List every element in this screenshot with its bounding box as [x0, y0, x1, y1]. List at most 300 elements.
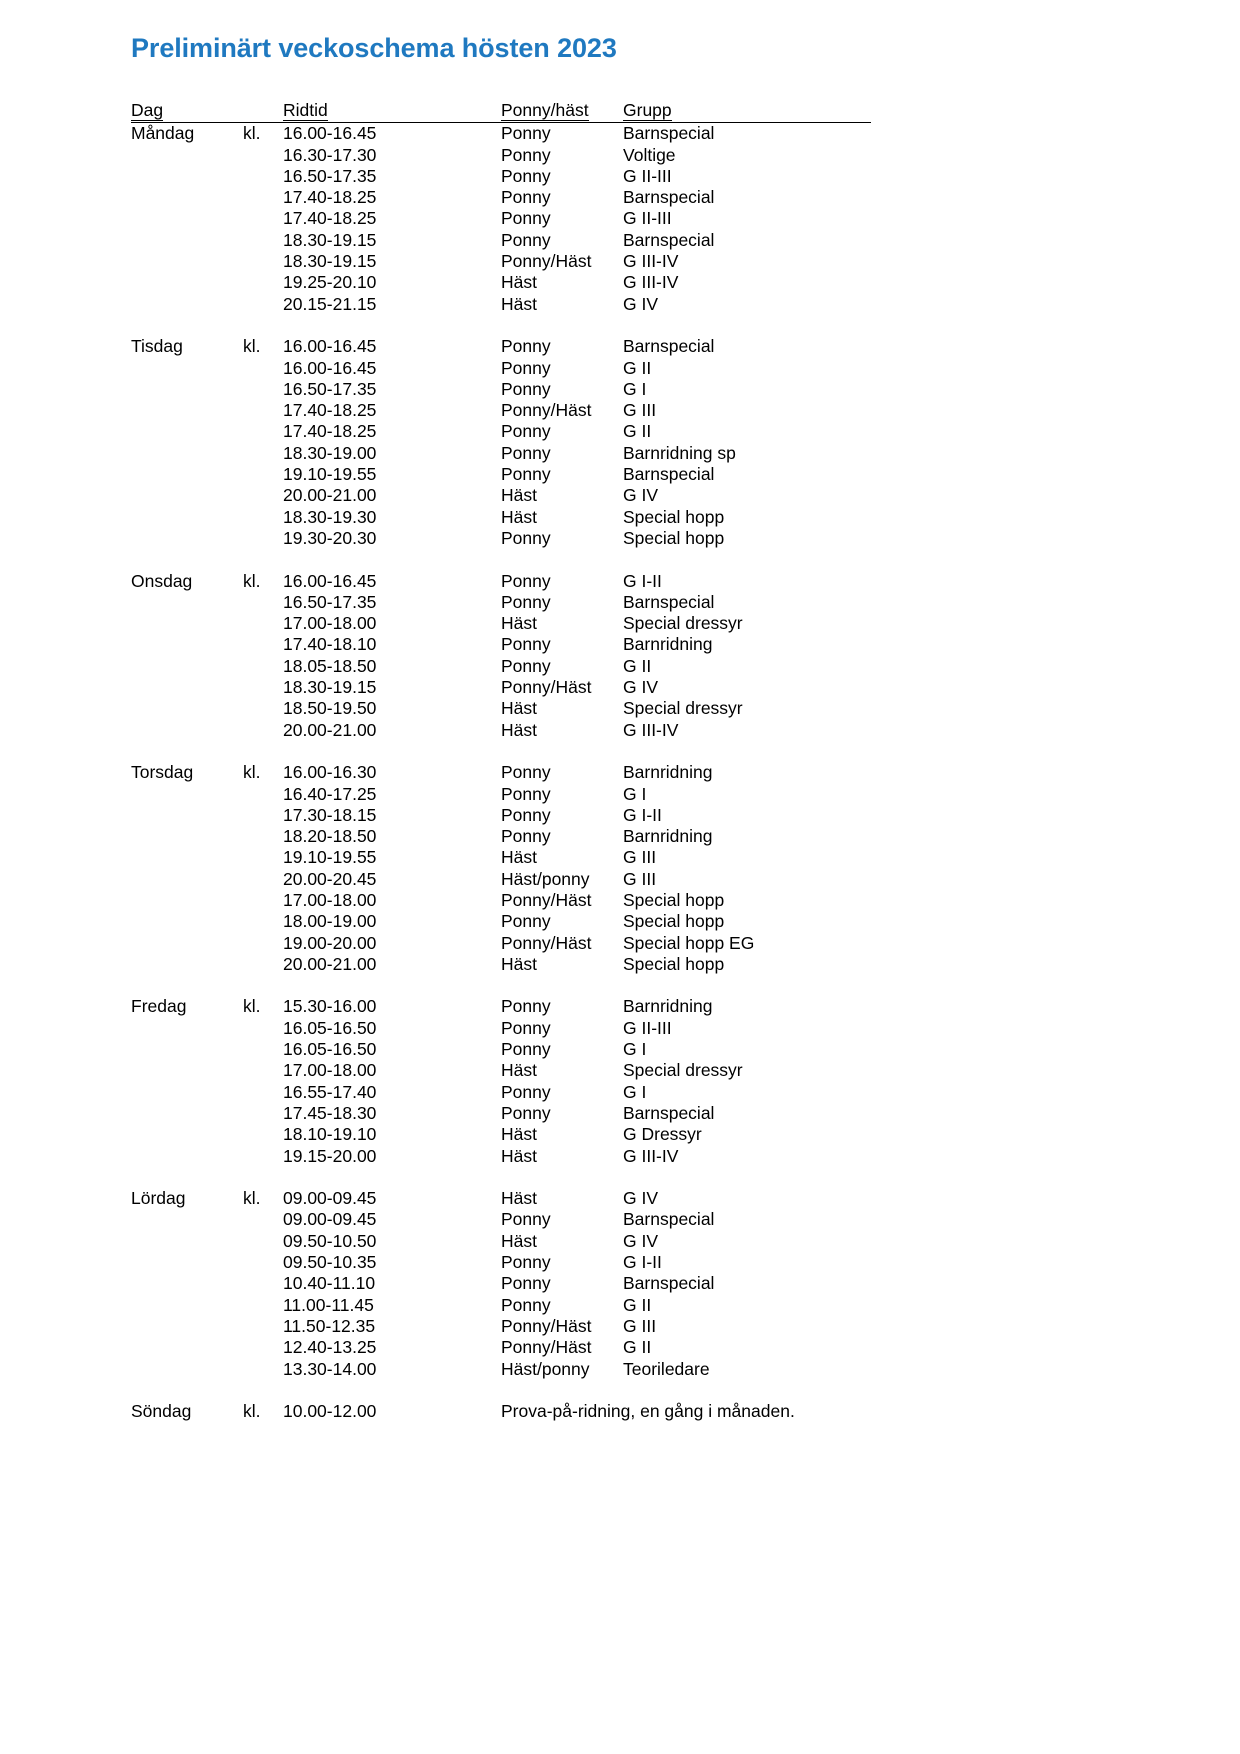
animal-type-cell: Ponny	[501, 804, 551, 825]
time-prefix-cell-empty	[243, 1252, 283, 1273]
table-row	[131, 634, 871, 655]
time-prefix-cell-empty	[243, 1018, 283, 1039]
day-name-cell-empty	[131, 1124, 243, 1145]
group-cell: G Dressyr	[623, 1124, 702, 1145]
time-prefix-cell-empty	[243, 1316, 283, 1337]
table-row	[131, 1295, 871, 1316]
table-header-row	[131, 100, 871, 123]
animal-type-cell: Häst	[501, 698, 537, 719]
ride-time-cell: 20.00-20.45	[283, 868, 377, 889]
ride-time-cell: 19.25-20.10	[283, 272, 377, 293]
time-prefix-cell-empty	[243, 294, 283, 315]
table-row	[131, 251, 871, 272]
day-name-cell-empty	[131, 1209, 243, 1230]
time-prefix-cell-empty	[243, 1060, 283, 1081]
table-row	[131, 1124, 871, 1145]
time-prefix-cell: kl.	[243, 1401, 261, 1422]
table-row	[131, 1273, 871, 1294]
time-prefix-cell: kl.	[243, 1188, 261, 1209]
time-prefix-cell-empty	[243, 251, 283, 272]
group-cell: Special dressyr	[623, 1060, 743, 1081]
group-cell: G II	[623, 1294, 652, 1315]
ride-time-cell: 16.50-17.35	[283, 165, 377, 186]
animal-type-cell: Ponny	[501, 655, 551, 676]
day-name-cell-empty	[131, 272, 243, 293]
time-prefix-cell-empty	[243, 230, 283, 251]
group-cell: Barnspecial	[623, 229, 715, 250]
group-cell: Barnspecial	[623, 591, 715, 612]
ride-time-cell: 17.00-18.00	[283, 1060, 377, 1081]
group-cell: G I-II	[623, 1252, 662, 1273]
ride-time-cell: 18.00-19.00	[283, 911, 377, 932]
table-row	[131, 805, 871, 826]
table-spacer-cell	[131, 1167, 871, 1188]
group-cell: G III-IV	[623, 719, 679, 740]
ride-time-cell: 16.00-16.30	[283, 762, 377, 783]
animal-type-cell: Ponny	[501, 1017, 551, 1038]
group-cell: G III	[623, 1315, 657, 1336]
group-cell: G III	[623, 400, 657, 421]
ride-time-cell: 16.40-17.25	[283, 783, 377, 804]
table-row	[131, 208, 871, 229]
ride-time-cell: 17.00-18.00	[283, 889, 377, 910]
animal-type-cell: Ponny	[501, 378, 551, 399]
table-row	[131, 485, 871, 506]
table-row	[131, 272, 871, 293]
table-row	[131, 656, 871, 677]
time-prefix-cell-empty	[243, 656, 283, 677]
group-cell: G III	[623, 847, 657, 868]
column-header-animal-label: Ponny/häst	[501, 100, 589, 120]
group-cell: Special hopp	[623, 889, 725, 910]
table-spacer-cell	[131, 741, 871, 762]
animal-type-cell: Ponny/Häst	[501, 889, 592, 910]
day-name-cell-empty	[131, 166, 243, 187]
day-name-cell-empty	[131, 1273, 243, 1294]
animal-type-cell: Häst/ponny	[501, 868, 590, 889]
time-prefix-cell-empty	[243, 358, 283, 379]
animal-type-cell: Ponny	[501, 911, 551, 932]
group-cell: G IV	[623, 677, 659, 698]
time-prefix-cell-empty	[243, 634, 283, 655]
ride-time-cell: 17.40-18.25	[283, 187, 377, 208]
animal-type-cell: Häst	[501, 485, 537, 506]
table-row	[131, 400, 871, 421]
group-cell: G I	[623, 378, 647, 399]
day-name-cell-empty	[131, 464, 243, 485]
day-name-cell-empty	[131, 1295, 243, 1316]
animal-type-cell: Häst	[501, 1060, 537, 1081]
animal-type-cell: Häst	[501, 1188, 537, 1209]
day-name-cell-empty	[131, 358, 243, 379]
table-spacer-row	[131, 1167, 871, 1188]
ride-time-cell: 16.00-16.45	[283, 336, 377, 357]
table-row	[131, 528, 871, 549]
ride-time-cell: 16.00-16.45	[283, 357, 377, 378]
animal-type-cell: Häst	[501, 272, 537, 293]
ride-time-cell: 16.50-17.35	[283, 591, 377, 612]
table-spacer-row	[131, 1380, 871, 1401]
group-cell: G II-III	[623, 165, 672, 186]
ride-time-cell: 17.40-18.10	[283, 634, 377, 655]
time-prefix-cell-empty	[243, 784, 283, 805]
animal-type-cell: Ponny/Häst	[501, 932, 592, 953]
day-name-cell-empty	[131, 677, 243, 698]
animal-type-cell: Häst/ponny	[501, 1358, 590, 1379]
animal-type-cell: Häst	[501, 613, 537, 634]
day-name-cell-empty	[131, 1060, 243, 1081]
day-name-cell-empty	[131, 826, 243, 847]
day-name-cell-empty	[131, 294, 243, 315]
group-cell: Barnridning	[623, 634, 713, 655]
time-prefix-cell-empty	[243, 677, 283, 698]
day-name-cell-empty	[131, 230, 243, 251]
day-name-cell-empty	[131, 528, 243, 549]
ride-time-cell: 16.05-16.50	[283, 1039, 377, 1060]
table-row	[131, 1401, 871, 1422]
time-prefix-cell-empty	[243, 166, 283, 187]
animal-type-cell: Ponny/Häst	[501, 1315, 592, 1336]
time-prefix-cell-empty	[243, 464, 283, 485]
group-cell: Special hopp EG	[623, 932, 755, 953]
day-name-cell-empty	[131, 400, 243, 421]
ride-time-cell: 16.30-17.30	[283, 144, 377, 165]
group-cell: G I	[623, 1081, 647, 1102]
ride-time-cell: 18.30-19.15	[283, 229, 377, 250]
day-name-cell-empty	[131, 1337, 243, 1358]
time-prefix-cell-empty	[243, 592, 283, 613]
group-cell: G III	[623, 868, 657, 889]
time-prefix-cell: kl.	[243, 123, 261, 144]
ride-time-cell: 18.05-18.50	[283, 655, 377, 676]
ride-time-cell: 11.00-11.45	[283, 1294, 374, 1315]
animal-type-cell: Häst	[501, 953, 537, 974]
time-prefix-cell-empty	[243, 187, 283, 208]
ride-time-cell: 18.30-19.00	[283, 442, 377, 463]
table-row	[131, 421, 871, 442]
day-name-cell-empty	[131, 1252, 243, 1273]
table-row	[131, 826, 871, 847]
table-row	[131, 1359, 871, 1380]
day-name-cell-empty	[131, 784, 243, 805]
group-cell: G II	[623, 421, 652, 442]
day-name-cell: Torsdag	[131, 762, 194, 783]
day-name-cell-empty	[131, 954, 243, 975]
group-cell: G II-III	[623, 1017, 672, 1038]
ride-time-cell: 18.30-19.30	[283, 506, 377, 527]
day-name-cell-empty	[131, 613, 243, 634]
day-name-cell-empty	[131, 1018, 243, 1039]
day-name-cell-empty	[131, 869, 243, 890]
table-spacer-row	[131, 315, 871, 336]
group-cell: Barnspecial	[623, 187, 715, 208]
ride-time-cell: 09.50-10.50	[283, 1230, 377, 1251]
table-row	[131, 996, 871, 1017]
table-row	[131, 933, 871, 954]
ride-time-cell: 10.00-12.00	[283, 1401, 377, 1422]
table-row	[131, 592, 871, 613]
ride-time-cell: 20.00-21.00	[283, 485, 377, 506]
group-cell: Barnspecial	[623, 336, 715, 357]
day-name-cell-empty	[131, 379, 243, 400]
time-prefix-cell-empty	[243, 485, 283, 506]
group-cell: Barnspecial	[623, 123, 715, 144]
table-spacer-cell	[131, 315, 871, 336]
time-prefix-cell-empty	[243, 1359, 283, 1380]
animal-type-cell: Ponny	[501, 591, 551, 612]
table-row	[131, 762, 871, 783]
table-spacer-cell	[131, 1380, 871, 1401]
day-name-cell-empty	[131, 656, 243, 677]
table-row	[131, 1018, 871, 1039]
group-cell: Barnspecial	[623, 1102, 715, 1123]
group-cell: Barnspecial	[623, 464, 715, 485]
table-row	[131, 890, 871, 911]
time-prefix-cell-empty	[243, 869, 283, 890]
day-name-cell-empty	[131, 847, 243, 868]
column-header-animal	[501, 100, 623, 123]
animal-type-cell: Ponny/Häst	[501, 400, 592, 421]
day-name-cell: Söndag	[131, 1401, 192, 1422]
day-name-cell-empty	[131, 890, 243, 911]
time-prefix-cell-empty	[243, 507, 283, 528]
time-prefix-cell-empty	[243, 1039, 283, 1060]
animal-type-cell: Ponny	[501, 634, 551, 655]
time-prefix-cell-empty	[243, 1337, 283, 1358]
time-prefix-cell: kl.	[243, 570, 261, 591]
time-prefix-cell: kl.	[243, 996, 261, 1017]
table-row	[131, 613, 871, 634]
ride-time-cell: 16.55-17.40	[283, 1081, 377, 1102]
ride-time-cell: 19.30-20.30	[283, 527, 377, 548]
table-row	[131, 847, 871, 868]
day-name-cell-empty	[131, 145, 243, 166]
time-prefix-cell-empty	[243, 933, 283, 954]
day-name-cell-empty	[131, 251, 243, 272]
day-name-cell: Fredag	[131, 996, 187, 1017]
group-cell: G III-IV	[623, 1145, 679, 1166]
table-row	[131, 1231, 871, 1252]
time-prefix-cell-empty	[243, 911, 283, 932]
table-row	[131, 464, 871, 485]
ride-time-cell: 16.05-16.50	[283, 1017, 377, 1038]
day-name-cell-empty	[131, 720, 243, 741]
day-name-cell-empty	[131, 634, 243, 655]
ride-time-cell: 20.00-21.00	[283, 719, 377, 740]
table-row	[131, 379, 871, 400]
animal-type-cell: Ponny	[501, 165, 551, 186]
time-prefix-cell-empty	[243, 1273, 283, 1294]
ride-time-cell: 13.30-14.00	[283, 1358, 377, 1379]
table-row	[131, 1252, 871, 1273]
column-header-group-label: Grupp	[623, 100, 672, 120]
group-cell: G I-II	[623, 570, 662, 591]
table-row	[131, 1188, 871, 1209]
animal-type-cell: Ponny/Häst	[501, 1337, 592, 1358]
ride-time-cell: 18.20-18.50	[283, 826, 377, 847]
time-prefix-cell-empty	[243, 1146, 283, 1167]
animal-type-cell: Häst	[501, 1230, 537, 1251]
group-cell: Barnspecial	[623, 1273, 715, 1294]
time-prefix-cell-empty	[243, 1082, 283, 1103]
schedule-container	[131, 100, 871, 1422]
time-prefix-cell-empty	[243, 826, 283, 847]
day-name-cell-empty	[131, 911, 243, 932]
table-row	[131, 1209, 871, 1230]
group-cell: G III-IV	[623, 251, 679, 272]
group-cell: Special hopp	[623, 506, 725, 527]
table-row	[131, 1337, 871, 1358]
animal-type-cell: Ponny	[501, 1273, 551, 1294]
animal-type-cell: Ponny	[501, 826, 551, 847]
animal-type-cell: Ponny	[501, 464, 551, 485]
group-cell: Special hopp	[623, 911, 725, 932]
ride-time-cell: 09.00-09.45	[283, 1188, 377, 1209]
group-cell: G II	[623, 1337, 652, 1358]
table-spacer-cell	[131, 975, 871, 996]
time-prefix-cell-empty	[243, 208, 283, 229]
group-cell: Barnridning sp	[623, 442, 736, 463]
group-cell: Barnspecial	[623, 1209, 715, 1230]
animal-type-cell: Ponny	[501, 1102, 551, 1123]
day-name-cell-empty	[131, 485, 243, 506]
animal-type-cell: Ponny	[501, 762, 551, 783]
table-row	[131, 1316, 871, 1337]
ride-time-cell: 12.40-13.25	[283, 1337, 377, 1358]
group-cell: G IV	[623, 1188, 659, 1209]
animal-type-cell: Ponny	[501, 570, 551, 591]
ride-time-cell: 10.40-11.10	[283, 1273, 376, 1294]
table-row	[131, 1146, 871, 1167]
animal-type-cell: Häst	[501, 847, 537, 868]
animal-type-cell: Ponny	[501, 1081, 551, 1102]
column-header-time	[283, 100, 501, 123]
animal-type-cell: Ponny	[501, 144, 551, 165]
table-row	[131, 166, 871, 187]
animal-type-cell: Ponny	[501, 996, 551, 1017]
ride-time-cell: 15.30-16.00	[283, 996, 377, 1017]
ride-time-cell: 09.50-10.35	[283, 1252, 377, 1273]
day-name-cell-empty	[131, 1316, 243, 1337]
day-name-cell-empty	[131, 208, 243, 229]
table-row	[131, 358, 871, 379]
group-cell: G IV	[623, 293, 659, 314]
page-title: Preliminärt veckoschema hösten 2023	[131, 33, 617, 63]
ride-time-cell: 18.30-19.15	[283, 677, 377, 698]
group-cell: Voltige	[623, 144, 676, 165]
time-prefix-cell: kl.	[243, 336, 261, 357]
ride-time-cell: 16.50-17.35	[283, 378, 377, 399]
ride-time-cell: 09.00-09.45	[283, 1209, 377, 1230]
ride-time-cell: 11.50-12.35	[283, 1315, 376, 1336]
ride-time-cell: 17.40-18.25	[283, 421, 377, 442]
animal-type-cell: Häst	[501, 1124, 537, 1145]
table-row	[131, 336, 871, 357]
table-row	[131, 294, 871, 315]
time-prefix-cell-empty	[243, 145, 283, 166]
table-row	[131, 507, 871, 528]
day-name-cell-empty	[131, 1039, 243, 1060]
day-name-cell: Lördag	[131, 1188, 186, 1209]
time-prefix-cell-empty	[243, 1124, 283, 1145]
group-cell: G II	[623, 655, 652, 676]
ride-time-cell: 16.00-16.45	[283, 570, 377, 591]
ride-time-cell: 19.10-19.55	[283, 847, 377, 868]
group-cell: G I	[623, 1039, 647, 1060]
day-name-cell-empty	[131, 698, 243, 719]
table-row	[131, 230, 871, 251]
animal-type-cell: Ponny/Häst	[501, 677, 592, 698]
table-row	[131, 1039, 871, 1060]
table-row	[131, 187, 871, 208]
group-cell: G I	[623, 783, 647, 804]
animal-type-cell: Ponny	[501, 208, 551, 229]
time-prefix-cell-empty	[243, 379, 283, 400]
time-prefix-cell-empty	[243, 954, 283, 975]
table-row	[131, 443, 871, 464]
column-header-day	[131, 100, 243, 123]
time-prefix-cell-empty	[243, 805, 283, 826]
animal-type-cell: Ponny/Häst	[501, 251, 592, 272]
table-spacer-cell	[131, 549, 871, 570]
column-header-group	[623, 100, 871, 123]
animal-type-cell: Ponny	[501, 1039, 551, 1060]
time-prefix-cell-empty	[243, 1231, 283, 1252]
time-prefix-cell-empty	[243, 613, 283, 634]
group-cell: G II-III	[623, 208, 672, 229]
ride-time-cell: 17.30-18.15	[283, 804, 377, 825]
day-name-cell-empty	[131, 1103, 243, 1124]
animal-type-cell: Ponny	[501, 336, 551, 357]
time-prefix-cell-empty	[243, 1103, 283, 1124]
animal-type-cell: Häst	[501, 506, 537, 527]
day-name-cell-empty	[131, 805, 243, 826]
time-prefix-cell-empty	[243, 443, 283, 464]
column-header-kl	[243, 100, 283, 123]
animal-type-cell: Ponny	[501, 1252, 551, 1273]
time-prefix-cell-empty	[243, 698, 283, 719]
group-cell: G IV	[623, 485, 659, 506]
animal-type-cell: Häst	[501, 719, 537, 740]
table-row	[131, 1103, 871, 1124]
schedule-note-cell: Prova-på-ridning, en gång i månaden.	[501, 1401, 795, 1422]
ride-time-cell: 20.00-21.00	[283, 953, 377, 974]
day-name-cell-empty	[131, 1359, 243, 1380]
day-name-cell-empty	[131, 507, 243, 528]
group-cell: Special dressyr	[623, 613, 743, 634]
day-name-cell: Måndag	[131, 123, 195, 144]
time-prefix-cell-empty	[243, 890, 283, 911]
table-row	[131, 720, 871, 741]
table-body	[131, 123, 871, 1423]
table-row	[131, 677, 871, 698]
group-cell: Special hopp	[623, 953, 725, 974]
group-cell: G I-II	[623, 804, 662, 825]
table-row	[131, 571, 871, 592]
time-prefix-cell-empty	[243, 528, 283, 549]
table-row	[131, 869, 871, 890]
table-spacer-row	[131, 741, 871, 762]
time-prefix-cell: kl.	[243, 762, 261, 783]
group-cell: G IV	[623, 1230, 659, 1251]
animal-type-cell: Ponny	[501, 229, 551, 250]
column-header-time-label: Ridtid	[283, 100, 328, 120]
day-name-cell: Tisdag	[131, 336, 183, 357]
group-cell: Barnridning	[623, 996, 713, 1017]
time-prefix-cell-empty	[243, 1295, 283, 1316]
ride-time-cell: 18.50-19.50	[283, 698, 377, 719]
day-name-cell-empty	[131, 443, 243, 464]
